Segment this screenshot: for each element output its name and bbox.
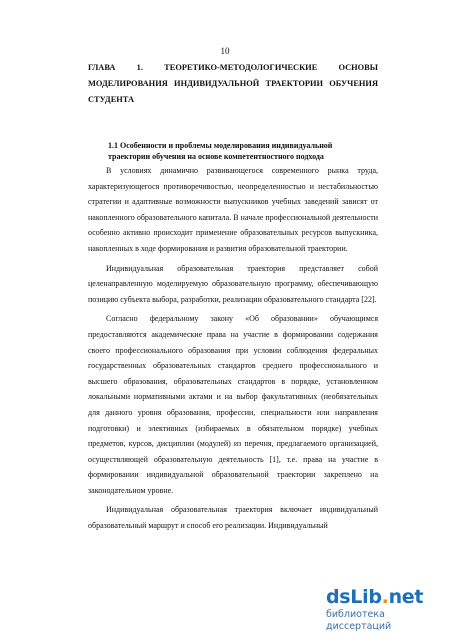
chapter-heading-line: МОДЕЛИРОВАНИЯ ИНДИВИДУАЛЬНОЙ ТРАЕКТОРИИ ОБУЧЕНИЯ — [88, 79, 378, 88]
paragraph: В условиях динамично развивающегося современного рынка труда, характеризующегося противоречивостью, неопределенностью и нестабильностью стратегии и адаптивные возможности выпускников учебных заведений зависят от накопленного образовательного капитала. В начале профессиональной деятельности особенно активно происходит применение образовательных ресурсов выпускника, накопленных в ходе формирования и развития образовательной траектории. — [88, 166, 378, 253]
body-text — [88, 163, 378, 538]
section-heading: 1.1 Особенности и проблемы моделирования индивидуальной траектории обучения на основе компетентностного подхода — [108, 141, 333, 161]
chapter-heading-line: ГЛАВА 1. ТЕОРЕТИКО-МЕТОДОЛОГИЧЕСКИЕ ОСНОВЫ — [88, 63, 378, 72]
paragraph: Индивидуальная образовательная траектория представляет собой целенаправленную моделируемую образовательную программу, обеспечивающую позицию субъекта выбора, разработки, реализации образовательного стандарта [22]. — [88, 263, 378, 304]
chapter-heading-line: СТУДЕНТА — [88, 95, 135, 104]
paragraph: Индивидуальная образовательная траектория включает индивидуальный образовательный маршрут и способ его реализации. Индивидуальный — [88, 505, 378, 531]
paragraph: Согласно федеральному закону «Об образовании» обучающимся предоставляются академические права на участие в формировании содержания своего профессионального образования при условии соблюдения федеральных государственных образовательных стандартов среднего профессионального и высшего образования, образовательных стандартов в порядке, установленном локальными нормативными актами и на выбор факультативных (необязательных для данного уровня образования, профессии, специальности или направления подготовки) и элективных (избираемых в обязательном порядке) учебных предметов, курсов, дисциплин (модулей) из перечня, предлагаемого организацией, осуществляющей образовательную деятельность [1], т.е. права на участие в формировании индивидуальной образовательной траектории закреплено на законодательном уровне. — [88, 314, 378, 495]
dslib-logo: dsLib.net — [326, 586, 424, 608]
watermark-subtitle: библиотека диссертаций — [326, 609, 392, 632]
chapter-heading — [88, 60, 378, 108]
page-number: 10 — [220, 46, 230, 56]
dslib-watermark[interactable] — [326, 587, 450, 633]
